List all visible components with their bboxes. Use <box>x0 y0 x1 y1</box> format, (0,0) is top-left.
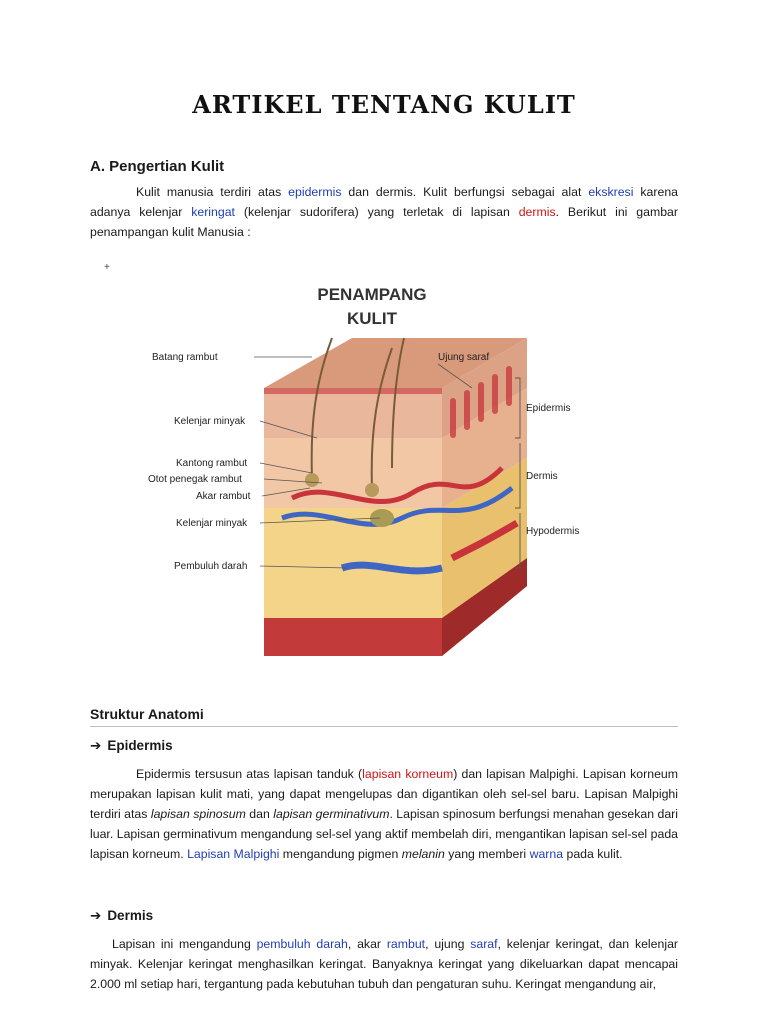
italic-melanin: melanin <box>401 847 445 861</box>
label-epidermis: Epidermis <box>526 403 571 414</box>
italic-lapisan-germinativum: lapisan germinativum <box>273 807 390 821</box>
hair-follicle <box>305 473 319 487</box>
text: Lapisan ini mengandung <box>112 937 257 951</box>
hair-follicle <box>365 483 379 497</box>
label-kelenjar-minyak-1: Kelenjar minyak <box>174 416 246 427</box>
keyword-lapisan-korneum: lapisan korneum <box>362 767 454 781</box>
text: . Lapisan spinosum berfungsi menahan gesekan dari luar. Lapisan germinativum mengandung sel-sel yang aktif membelah diri, mengantikan lapisan sel-sel pada lapisan korneum. <box>90 807 678 861</box>
italic-lapisan-spinosum: lapisan spinosum <box>150 807 246 821</box>
papilla-band <box>264 388 442 394</box>
skin-cross-section-figure <box>142 268 660 678</box>
paragraph-dermis <box>90 934 678 994</box>
subheading-epidermis <box>90 738 173 754</box>
section-heading-struktur: Struktur Anatomi <box>90 706 678 727</box>
section-heading-pengertian: A. Pengertian Kulit <box>90 158 225 175</box>
label-otot-penegak-rambut: Otot penegak rambut <box>148 474 242 485</box>
keyword-epidermis: epidermis <box>288 185 342 199</box>
label-hypodermis: Hypodermis <box>526 526 580 537</box>
page-title: ARTIKEL TENTANG KULIT <box>192 90 576 119</box>
keyword-dermis: dermis <box>518 205 556 219</box>
keyword-saraf: saraf <box>470 937 498 951</box>
paragraph-pengertian <box>90 182 678 242</box>
label-kantong-rambut: Kantong rambut <box>176 458 248 469</box>
figure-title-line1: PENAMPANG <box>317 285 427 304</box>
arrow-right-icon: ➔ <box>90 738 102 753</box>
text: , ujung <box>425 937 471 951</box>
arrow-right-icon: ➔ <box>90 908 102 923</box>
text: Epidermis tersusun atas lapisan tanduk ( <box>136 767 363 781</box>
text: , akar <box>347 937 387 951</box>
keyword-rambut: rambut <box>386 937 426 951</box>
label-batang-rambut: Batang rambut <box>152 352 218 363</box>
label-pembuluh-darah: Pembuluh darah <box>174 561 248 572</box>
plus-icon: + <box>104 262 110 273</box>
text: dan dermis. Kulit berfungsi sebagai alat <box>341 185 589 199</box>
subheading-dermis <box>90 908 153 924</box>
text: , kelenjar keringat, dan kelenjar minyak. Kelenjar keringat menghasilkan keringat. Banyaknya keringat yang dikeluarkan dapat mencapai 2.000 ml setiap hari, tergantung pada kebutuhan tubuh dan pengaturan suhu. Keringat mengandung air, <box>90 937 679 991</box>
subheading-text: Dermis <box>107 908 154 923</box>
text: (kelenjar sudorifera) yang terletak di lapisan <box>234 205 519 219</box>
text: Kulit manusia terdiri atas <box>136 185 289 199</box>
paragraph-epidermis <box>90 764 678 864</box>
text: ) dan lapisan Malpighi. Lapisan korneum merupakan lapisan kulit mati, yang dapat mengelupas dan digantikan oleh sel-sel baru. Lapisan Malpighi terdiri atas <box>90 767 678 821</box>
label-dermis: Dermis <box>526 471 558 482</box>
text: mengandung pigmen <box>279 847 402 861</box>
text: . Berikut ini gambar penampangan kulit Manusia : <box>90 205 678 239</box>
text: karena adanya kelenjar <box>90 185 678 219</box>
keyword-pembuluh-darah: pembuluh darah <box>256 937 348 951</box>
keyword-lapisan-malpighi: Lapisan Malpighi <box>187 847 280 861</box>
label-ujung-saraf: Ujung saraf <box>438 352 490 363</box>
subheading-text: Epidermis <box>107 738 173 753</box>
keyword-ekskresi: ekskresi <box>588 185 634 199</box>
figure-title-line2: KULIT <box>346 309 398 328</box>
text: pada kulit. <box>563 847 623 861</box>
keyword-keringat: keringat <box>191 205 235 219</box>
label-akar-rambut: Akar rambut <box>196 491 251 502</box>
label-kelenjar-minyak-2: Kelenjar minyak <box>176 518 248 529</box>
text: dan <box>245 807 274 821</box>
keyword-warna: warna <box>529 847 564 861</box>
text: yang memberi <box>444 847 530 861</box>
